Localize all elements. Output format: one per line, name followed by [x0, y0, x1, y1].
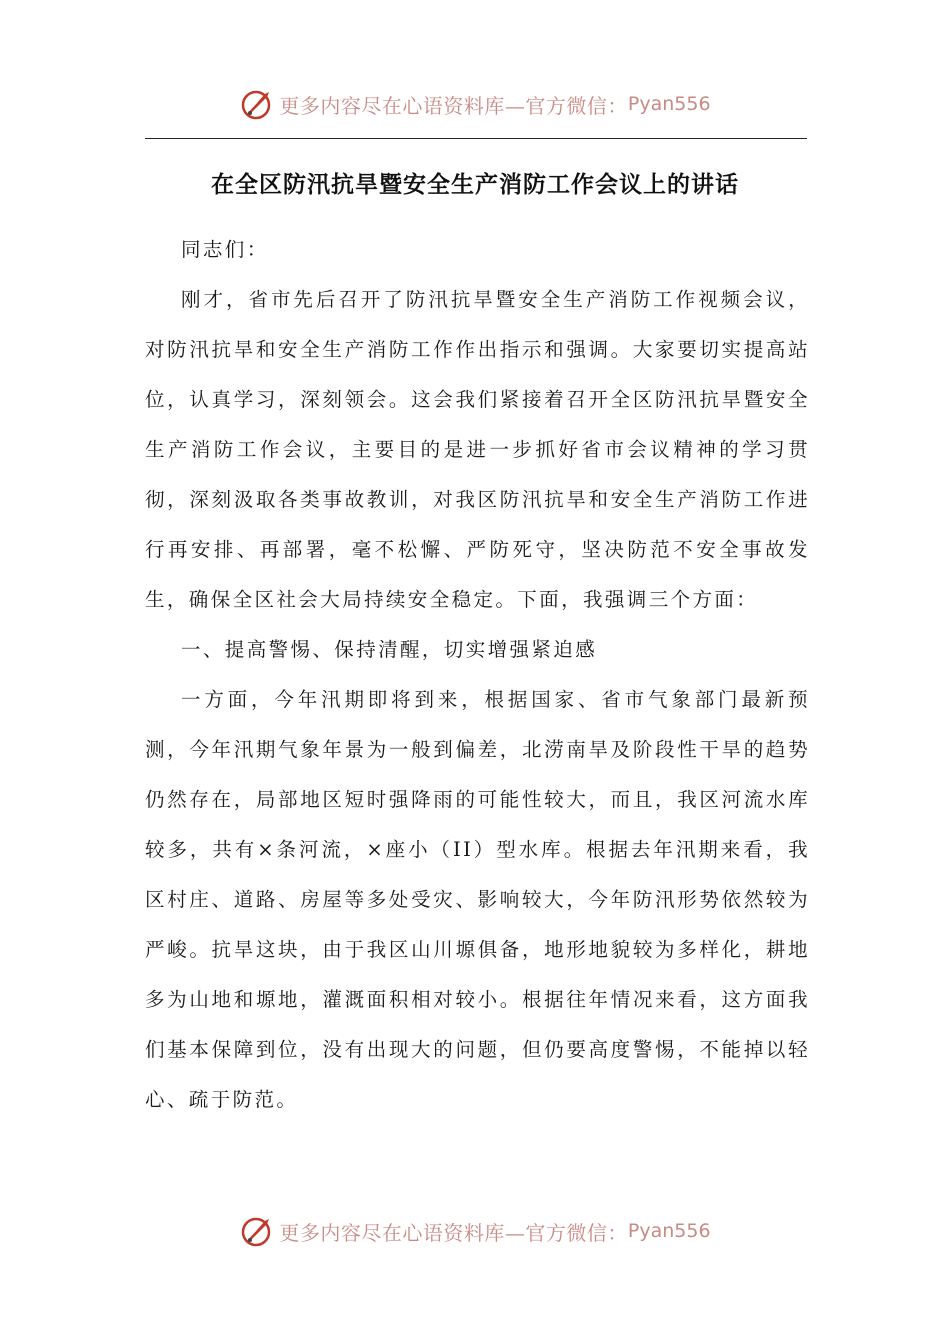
document-body [145, 225, 810, 1125]
banner-text: 更多内容尽在心语资料库—官方微信： [279, 93, 628, 118]
banner-wechat-handle: Pyan556 [627, 1220, 711, 1242]
header-watermark-banner [0, 84, 950, 124]
body-paragraph: 一方面，今年汛期即将到来，根据国家、省市气象部门最新预测，今年汛期气象年景为一般到偏差，北涝南旱及阶段性干旱的趋势仍然存在，局部地区短时强降雨的可能性较大，而且，我区河流水库较多，共有×条河流，×座小（II）型水库。根据去年汛期来看，我区村庄、道路、房屋等多处受灾、影响较大，今年防汛形势依然较为严峻。抗旱这块，由于我区山川塬俱备，地形地貌较为多样化，耕地多为山地和塬地，灌溉面积相对较小。根据往年情况来看，这方面我们基本保障到位，没有出现大的问题，但仍要高度警惕，不能掉以轻心、疏于防范。 [145, 688, 810, 1111]
banner-text: 更多内容尽在心语资料库—官方微信： [279, 1220, 628, 1245]
footer-watermark-banner [0, 1211, 950, 1251]
quill-logo-icon [239, 86, 275, 122]
header-rule [145, 138, 807, 139]
quill-logo-icon [239, 1213, 275, 1249]
section-heading: 一、提高警惕、保持清醒，切实增强紧迫感 [181, 638, 598, 661]
document-title: 在全区防汛抗旱暨安全生产消防工作会议上的讲话 [211, 172, 739, 198]
salutation: 同志们： [181, 238, 269, 261]
banner-wechat-handle: Pyan556 [627, 93, 711, 115]
body-paragraph: 刚才，省市先后召开了防汛抗旱暨安全生产消防工作视频会议，对防汛抗旱和安全生产消防工作作出指示和强调。大家要切实提高站位，认真学习，深刻领会。这会我们紧接着召开全区防汛抗旱暨安全生产消防工作会议，主要目的是进一步抓好省市会议精神的学习贯彻，深刻汲取各类事故教训，对我区防汛抗旱和安全生产消防工作进行再安排、再部署，毫不松懈、严防死守，坚决防范不安全事故发生，确保全区社会大局持续安全稳定。下面，我强调三个方面： [145, 288, 810, 611]
